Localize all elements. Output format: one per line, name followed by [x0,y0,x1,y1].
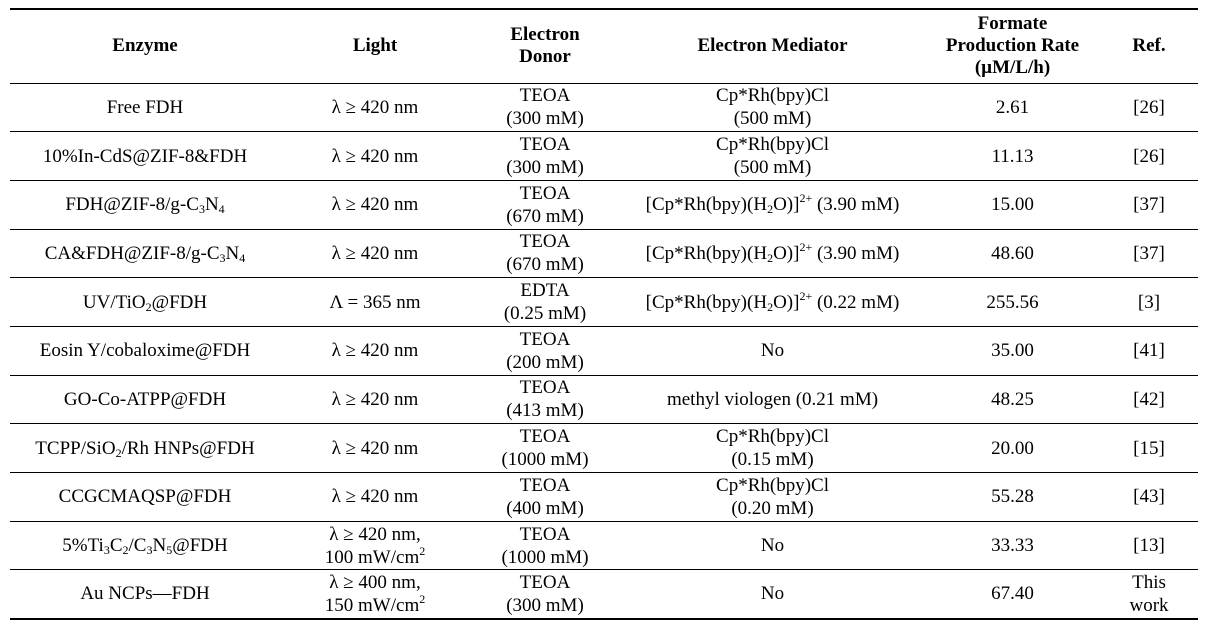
cell-electron-donor-line: TEOA [519,571,571,593]
header-enzyme-line: Enzyme [112,35,178,57]
cell-light-line: Λ = 365 nm [329,291,421,313]
table-row [10,180,1198,229]
cell-electron-donor-line: TEOA [519,231,571,253]
cell-enzyme [10,278,280,327]
cell-electron-donor-line: EDTA [520,280,570,302]
table-row [10,375,1198,424]
cell-enzyme-line: 10%In-CdS@ZIF-8&FDH [42,145,248,167]
cell-electron-donor [470,424,620,473]
cell-electron-mediator-line: (0.20 mM) [731,497,814,519]
cell-formate-rate-line: 255.56 [986,291,1039,313]
cell-ref-line: [13] [1133,535,1165,557]
header-row [10,9,1198,83]
cell-electron-mediator-line: $[Cp*Rh(bpy)(H_2O)]^{2+}$ (3.90 mM) [645,191,900,217]
cell-light [280,521,470,570]
table-row [10,473,1198,522]
cell-electron-mediator [620,424,925,473]
cell-electron-donor [470,278,620,327]
header-mediator-line: Electron Mediator [697,35,848,57]
cell-ref-line: [37] [1133,194,1165,216]
cell-formate-rate [925,278,1100,327]
cell-light [280,278,470,327]
header-electron-mediator [620,9,925,83]
cell-electron-mediator-line: No [760,583,785,605]
cell-light [280,473,470,522]
cell-electron-mediator-line: (500 mM) [733,108,812,130]
table-row [10,83,1198,132]
cell-electron-donor [470,326,620,375]
header-donor-line-1: Electron [510,24,580,46]
cell-enzyme-line: CCGCMAQSP@FDH [58,486,232,508]
cell-ref [1100,424,1198,473]
cell-electron-donor [470,229,620,278]
cell-formate-rate [925,132,1100,181]
cell-ref-line: [26] [1133,145,1165,167]
cell-electron-mediator-line: $[Cp*Rh(bpy)(H_2O)]^{2+}$ (0.22 mM) [645,288,900,314]
header-ref [1100,9,1198,83]
cell-light-line: 100 $mW/cm^2$ [324,543,426,568]
cell-electron-donor [470,132,620,181]
cell-ref [1100,375,1198,424]
cell-formate-rate [925,473,1100,522]
cell-enzyme [10,570,280,619]
cell-enzyme-line: Au NCPs—FDH [80,583,210,605]
cell-electron-mediator-line: methyl viologen (0.21 mM) [666,388,879,410]
cell-light-line: λ ≥ 420 nm, [329,523,421,545]
cell-ref [1100,132,1198,181]
table-body [10,83,1198,619]
cell-ref-line: [37] [1133,242,1165,264]
cell-electron-mediator-line: (500 mM) [733,157,812,179]
cell-electron-donor-line: TEOA [519,426,571,448]
cell-electron-donor-line: TEOA [519,474,571,496]
cell-electron-donor-line: TEOA [519,182,571,204]
table-row [10,229,1198,278]
cell-light-line: 150 $mW/cm^2$ [324,591,426,616]
cell-electron-mediator [620,473,925,522]
cell-electron-donor-line: TEOA [519,377,571,399]
cell-enzyme [10,229,280,278]
cell-ref-line: [26] [1133,96,1165,118]
cell-light-line: λ ≥ 420 nm [331,437,419,459]
cell-electron-donor-line: (413 mM) [506,400,584,422]
header-electron-donor [470,9,620,83]
cell-electron-donor-line: (670 mM) [506,205,584,227]
cell-enzyme [10,375,280,424]
cell-ref-line: [42] [1133,388,1165,410]
cell-formate-rate-line: 67.40 [991,583,1034,605]
cell-light-line: λ ≥ 420 nm [331,388,419,410]
cell-formate-rate-line: 48.25 [991,388,1034,410]
cell-formate-rate [925,229,1100,278]
cell-electron-donor-line: (300 mM) [506,108,584,130]
cell-light [280,570,470,619]
cell-electron-donor [470,521,620,570]
cell-electron-donor-line: (1000 mM) [501,449,589,471]
cell-light-line: λ ≥ 400 nm, [329,571,421,593]
table-row [10,278,1198,327]
cell-enzyme [10,83,280,132]
cell-enzyme-line: $CA\&FDH@ZIF-8/g-C_3N_4$ [44,242,246,265]
cell-formate-rate [925,521,1100,570]
cell-enzyme [10,473,280,522]
cell-electron-donor-line: (300 mM) [506,594,584,616]
cell-ref [1100,229,1198,278]
cell-ref-line: [15] [1133,437,1165,459]
cell-formate-rate-line: 55.28 [991,486,1034,508]
cell-enzyme-line: Free FDH [106,96,184,118]
cell-electron-donor-line: TEOA [519,523,571,545]
cell-enzyme-line: UV/TiO$_2$@FDH [82,291,208,314]
cell-ref [1100,570,1198,619]
cell-formate-rate-line: 15.00 [991,194,1034,216]
cell-electron-donor [470,180,620,229]
cell-electron-donor-line: (1000 mM) [501,546,589,568]
table-header [10,9,1198,83]
cell-electron-mediator [620,229,925,278]
cell-electron-mediator [620,83,925,132]
header-formate-rate [925,9,1100,83]
cell-light-line: λ ≥ 420 nm [331,96,419,118]
cell-ref-line: This [1132,571,1166,593]
cell-electron-donor-line: TEOA [519,85,571,107]
cell-electron-donor-line: (670 mM) [506,254,584,276]
cell-light [280,132,470,181]
header-rate-line-2: Production Rate [945,35,1080,57]
cell-electron-donor [470,83,620,132]
cell-electron-mediator [620,278,925,327]
cell-electron-mediator-line: $[Cp*Rh(bpy)(H_2O)]^{2+}$ (3.90 mM) [645,239,900,265]
cell-ref-line: [41] [1133,340,1165,362]
cell-ref-line: work [1129,594,1169,616]
cell-electron-mediator [620,570,925,619]
cell-formate-rate-line: 11.13 [991,145,1034,167]
cell-light-line: λ ≥ 420 nm [331,194,419,216]
cell-formate-rate-line: 35.00 [991,340,1034,362]
cell-ref [1100,326,1198,375]
cell-ref [1100,473,1198,522]
cell-electron-mediator-line: No [760,340,785,362]
cell-electron-donor [470,473,620,522]
cell-formate-rate-line: 20.00 [991,437,1034,459]
cell-electron-donor-line: (0.25 mM) [503,303,587,325]
table-row [10,132,1198,181]
cell-light-line: λ ≥ 420 nm [331,242,419,264]
cell-formate-rate [925,424,1100,473]
cell-enzyme-line: $FDH@ZIF-8/g-C_3N_4$ [65,194,225,217]
header-light [280,9,470,83]
cell-enzyme [10,326,280,375]
cell-formate-rate [925,375,1100,424]
table-row [10,521,1198,570]
cell-enzyme [10,424,280,473]
header-light-line: Light [352,35,398,57]
cell-formate-rate [925,570,1100,619]
cell-enzyme-line: Eosin Y/cobaloxime@FDH [39,340,251,362]
cell-formate-rate-line: 2.61 [995,96,1030,118]
cell-electron-mediator [620,180,925,229]
cell-electron-donor-line: (200 mM) [506,351,584,373]
cell-formate-rate-line: 33.33 [991,535,1034,557]
header-donor-line-2: Donor [519,46,571,68]
cell-electron-mediator [620,375,925,424]
cell-ref-line: [3] [1137,291,1161,313]
cell-light [280,83,470,132]
cell-enzyme [10,521,280,570]
cell-light [280,424,470,473]
cell-electron-donor-line: (300 mM) [506,157,584,179]
cell-electron-mediator [620,326,925,375]
cell-ref [1100,83,1198,132]
cell-ref [1100,180,1198,229]
cell-light [280,229,470,278]
cell-electron-mediator-line: Cp*Rh(bpy)Cl [716,134,829,156]
cell-light-line: λ ≥ 420 nm [331,145,419,167]
table-row [10,424,1198,473]
cell-electron-mediator [620,132,925,181]
cell-enzyme [10,180,280,229]
table-row [10,326,1198,375]
cell-electron-mediator-line: Cp*Rh(bpy)Cl [716,85,829,107]
table-row [10,570,1198,619]
cell-formate-rate [925,83,1100,132]
header-rate-line-3: (µM/L/h) [974,57,1051,79]
cell-electron-mediator-line: (0.15 mM) [731,449,814,471]
cell-light [280,180,470,229]
cell-formate-rate-line: 48.60 [991,242,1034,264]
cell-enzyme-line: TCPP/SiO$_2$/Rh HNPs@FDH [35,437,255,460]
header-enzyme [10,9,280,83]
comparison-table-container [10,8,1198,620]
cell-light [280,326,470,375]
cell-electron-donor-line: TEOA [519,134,571,156]
cell-electron-mediator [620,521,925,570]
cell-electron-donor-line: TEOA [519,328,571,350]
cell-electron-mediator-line: Cp*Rh(bpy)Cl [716,426,829,448]
cell-electron-donor [470,570,620,619]
comparison-table [10,8,1198,620]
cell-ref [1100,521,1198,570]
cell-electron-donor-line: (400 mM) [506,497,584,519]
cell-light-line: λ ≥ 420 nm [331,486,419,508]
cell-electron-mediator-line: No [760,535,785,557]
cell-electron-donor [470,375,620,424]
cell-ref [1100,278,1198,327]
cell-enzyme-line: GO-Co-ATPP@FDH [63,388,227,410]
cell-formate-rate [925,326,1100,375]
cell-enzyme [10,132,280,181]
header-ref-line: Ref. [1132,35,1166,57]
cell-formate-rate [925,180,1100,229]
cell-enzyme-line: $5\%Ti_3C_2/C_3N_5@FDH$ [62,535,228,558]
cell-electron-mediator-line: Cp*Rh(bpy)Cl [716,474,829,496]
cell-ref-line: [43] [1133,486,1165,508]
header-rate-line-1: Formate [977,13,1048,35]
cell-light [280,375,470,424]
cell-light-line: λ ≥ 420 nm [331,340,419,362]
